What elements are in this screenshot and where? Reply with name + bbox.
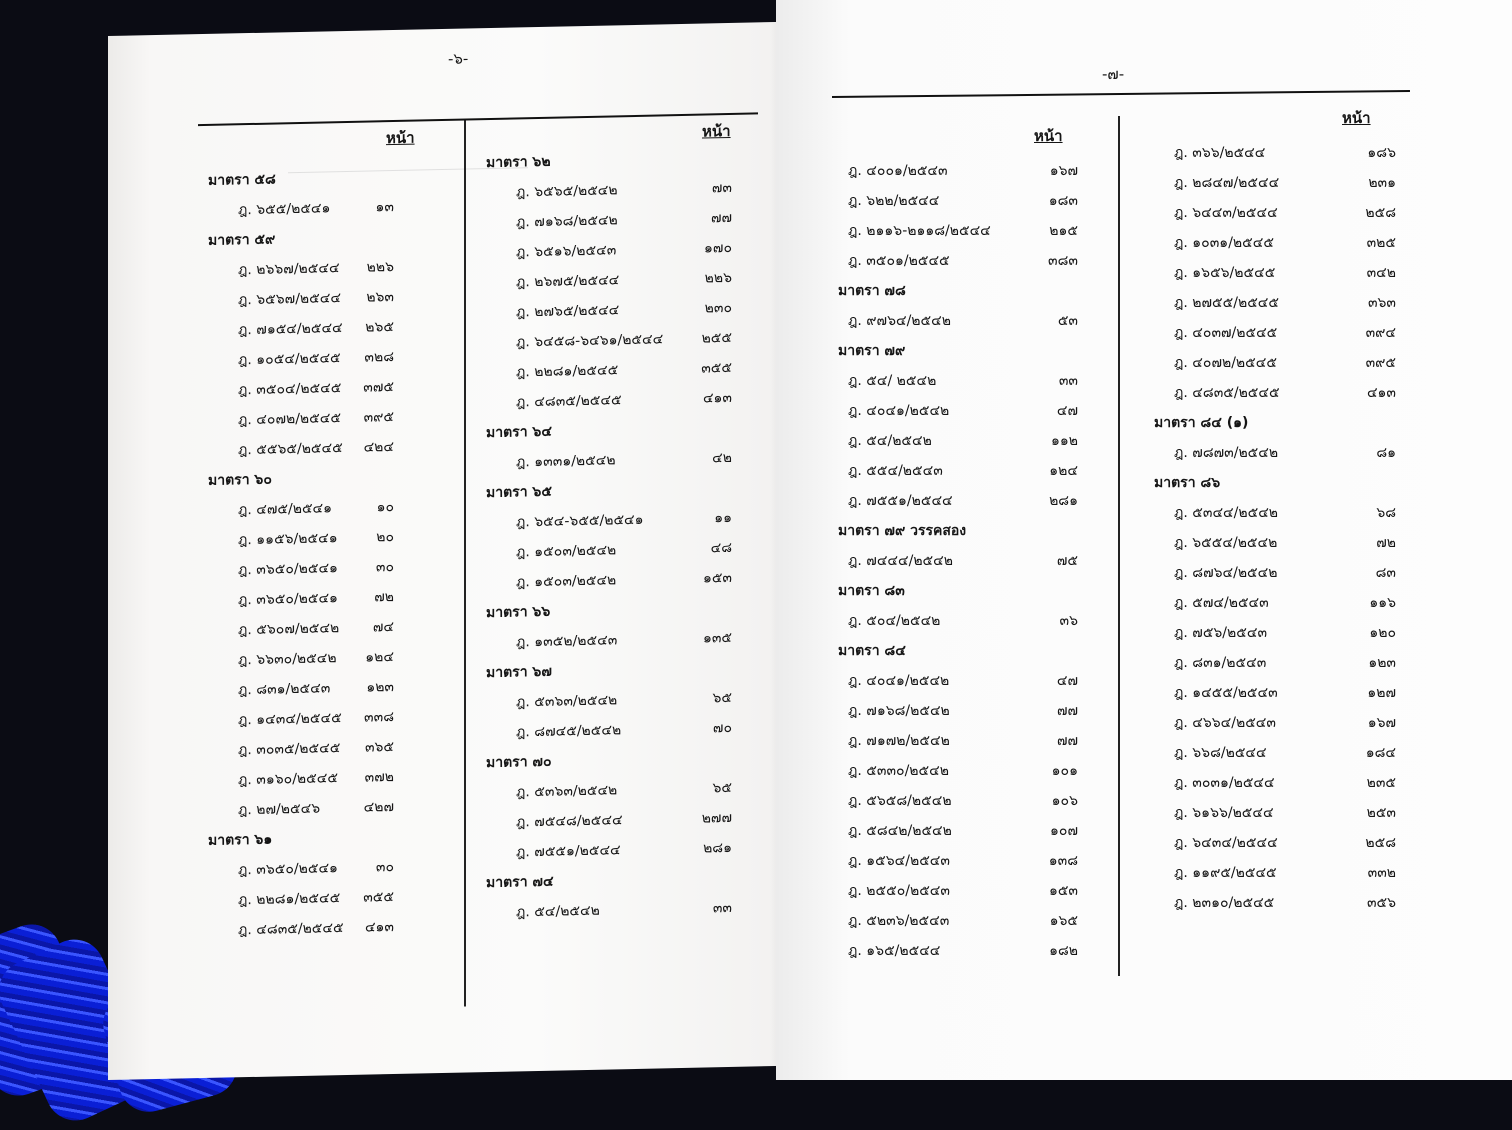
page-reference: ๔๘	[710, 539, 732, 557]
case-row	[208, 609, 434, 644]
section-label: มาตรา ๖๕	[486, 483, 552, 502]
case-row	[208, 639, 434, 674]
section-label: มาตรา ๘๖	[1154, 475, 1221, 491]
page-reference: ๑๑๖	[1369, 595, 1396, 611]
section-row	[208, 159, 434, 194]
page-reference: ๓๙๔	[1365, 325, 1396, 341]
section-label: มาตรา ๖๗	[486, 663, 552, 682]
case-row	[1154, 376, 1424, 406]
page-reference: ๒๘๑	[703, 839, 732, 857]
page-reference: ๑๘๓	[1048, 193, 1078, 209]
case-citation: ฎ. ๖๔๓๔/๒๕๔๔	[1174, 835, 1278, 851]
case-citation: ฎ. ๑๔๓๔/๒๕๔๕	[238, 710, 342, 729]
page-reference: ๓๕๕	[363, 889, 394, 906]
case-citation: ฎ. ๓๑๖๐/๒๕๔๕	[238, 770, 338, 789]
left-page	[108, 21, 820, 1080]
page-reference: ๔๗	[1056, 673, 1078, 689]
page-reference: ๗๗	[1056, 733, 1078, 749]
page-reference: ๑๒๐	[1369, 625, 1396, 641]
case-citation: ฎ. ๑๖๕/๒๕๔๔	[848, 943, 941, 959]
page-reference: ๓๔๒	[1366, 265, 1396, 281]
case-citation: ฎ. ๖๑๖๖/๒๕๔๔	[1174, 805, 1274, 821]
section-label: มาตรา ๖๖	[486, 603, 551, 622]
case-row	[1154, 526, 1424, 556]
case-citation: ฎ. ๙๗๖๔/๒๕๔๒	[848, 313, 951, 329]
case-row	[838, 454, 1108, 484]
case-citation: ฎ. ๑๖๕๖/๒๕๔๕	[1174, 265, 1276, 281]
case-citation: ฎ. ๕๗๔/๒๕๔๓	[1174, 595, 1269, 611]
case-row	[208, 189, 434, 224]
case-row	[838, 784, 1108, 814]
case-citation: ฎ. ๔๗๕/๒๕๔๑	[238, 500, 333, 519]
section-label: มาตรา ๗๘	[838, 283, 906, 299]
section-row	[1154, 406, 1424, 436]
section-row	[208, 219, 434, 254]
page-reference: ๒๕๘	[1365, 835, 1396, 851]
page-reference: ๗๔	[372, 619, 394, 636]
page-reference: ๑๑๒	[1050, 433, 1078, 449]
page-reference: ๗๓	[711, 179, 732, 197]
case-citation: ฎ. ๖๔๕๘-๖๔๖๑/๒๕๔๔	[516, 331, 664, 351]
case-citation: ฎ. ๑๕๐๓/๒๕๔๒	[516, 542, 617, 561]
page-reference: ๔๑๓	[1366, 385, 1396, 401]
page-reference: ๓๗๒	[364, 769, 394, 786]
page-reference: ๒๕๕	[701, 329, 732, 347]
case-citation: ฎ. ๔๐๓๗/๒๕๔๕	[1174, 325, 1278, 341]
right-top-rule	[832, 90, 1410, 98]
case-row	[1154, 346, 1424, 376]
case-row	[1154, 556, 1424, 586]
case-citation: ฎ. ๔๐๐๑/๒๕๔๓	[848, 163, 948, 179]
section-row	[838, 634, 1108, 664]
case-row	[208, 309, 434, 344]
case-row	[838, 664, 1108, 694]
case-row	[208, 789, 434, 824]
case-row	[838, 934, 1108, 964]
page-reference: ๓๓๘	[364, 709, 394, 726]
case-row	[208, 279, 434, 314]
page-reference: ๘๑	[1376, 445, 1396, 461]
case-citation: ฎ. ๓๕๐๔/๒๕๔๕	[238, 380, 342, 399]
case-citation: ฎ. ๖๔๔๓/๒๕๔๔	[1174, 205, 1278, 221]
case-citation: ฎ. ๒๗๕๕/๒๕๔๕	[1174, 295, 1279, 311]
case-citation: ฎ. ๗๕๕๑/๒๕๔๔	[848, 493, 953, 509]
case-row	[1154, 436, 1424, 466]
page-reference: ๒๓๑	[1368, 175, 1396, 191]
case-row	[1154, 706, 1424, 736]
case-row	[838, 304, 1108, 334]
case-citation: ฎ. ๕๒๓๖/๒๕๔๓	[848, 913, 950, 929]
case-citation: ฎ. ๕๓๖๓/๒๕๔๒	[516, 782, 618, 801]
page-reference: ๑๒๔	[1049, 463, 1078, 479]
page-reference: ๒๗๗	[701, 809, 732, 827]
case-row	[838, 694, 1108, 724]
page-reference: ๔๑๓	[364, 919, 394, 936]
case-citation: ฎ. ๔๐๗๒/๒๕๔๕	[1174, 355, 1277, 371]
page-reference: ๗๕	[1056, 553, 1078, 569]
section-row	[208, 819, 434, 854]
page-reference: ๑๑	[714, 509, 732, 527]
page-reference: ๓๒๕	[1366, 235, 1396, 251]
page-reference: ๒๒๖	[704, 269, 732, 287]
section-label: มาตรา ๖๑	[208, 831, 273, 849]
case-row	[838, 754, 1108, 784]
case-citation: ฎ. ๑๕๐๓/๒๕๔๒	[516, 572, 617, 591]
case-citation: ฎ. ๖๕๑๖/๒๕๔๓	[516, 242, 617, 261]
section-label: มาตรา ๘๓	[838, 583, 905, 599]
case-citation: ฎ. ๕๘๔๒/๒๕๔๒	[848, 823, 952, 839]
page-reference: ๓๕๕	[701, 359, 732, 377]
page-reference: ๒๕๓	[1366, 805, 1396, 821]
case-citation: ฎ. ๑๑๕๖/๒๕๔๑	[238, 530, 338, 549]
case-citation: ฎ. ๔๘๓๕/๒๕๔๕	[516, 392, 622, 411]
page-reference: ๑๘๖	[1367, 145, 1396, 161]
case-row	[1154, 586, 1424, 616]
page-reference: ๑๓	[375, 199, 394, 216]
case-citation: ฎ. ๗๑๖๘/๒๕๔๒	[516, 212, 618, 231]
case-citation: ฎ. ๓๖๕๐/๒๕๔๑	[238, 590, 338, 609]
case-row	[1154, 646, 1424, 676]
left-col2-list	[486, 140, 756, 926]
page-reference: ๑๖๕	[1049, 913, 1078, 929]
case-citation: ฎ. ๑๔๕๕/๒๕๔๓	[1174, 685, 1278, 701]
case-row	[838, 244, 1108, 274]
case-citation: ฎ. ๗๕๔๘/๒๕๔๔	[516, 812, 623, 831]
case-citation: ฎ. ๘๗๔๕/๒๕๔๒	[516, 722, 622, 741]
page-reference: ๑๘๒	[1049, 943, 1078, 959]
page-reference: ๓๓๒	[1367, 865, 1396, 881]
page-reference: ๑๕๓	[702, 569, 732, 587]
case-row	[208, 909, 434, 944]
case-citation: ฎ. ๕๔/๒๕๔๒	[848, 433, 932, 449]
page-reference: ๓๘๓	[1048, 253, 1078, 269]
page-reference: ๒๑๕	[1049, 223, 1078, 239]
left-page-number: -๖-	[448, 49, 469, 68]
section-label: มาตรา ๖๒	[486, 153, 551, 172]
page-reference: ๓๙๕	[363, 409, 394, 426]
case-citation: ฎ. ๔๐๔๑/๒๕๔๒	[848, 673, 950, 689]
case-citation: ฎ. ๗๕๖/๒๕๔๓	[1174, 625, 1268, 641]
case-citation: ฎ. ๘๓๑/๒๕๔๓	[238, 680, 331, 699]
page-reference: ๓๐	[375, 559, 394, 576]
page-reference: ๖๘	[1376, 505, 1396, 521]
case-row	[1154, 496, 1424, 526]
page-reference: ๑๐๖	[1051, 793, 1078, 809]
case-citation: ฎ. ๑๕๖๔/๒๕๔๓	[848, 853, 950, 869]
case-row	[1154, 736, 1424, 766]
page-reference: ๒๐	[376, 529, 394, 546]
case-citation: ฎ. ๕๔/ ๒๕๔๒	[848, 373, 937, 389]
page-reference: ๑๐	[376, 499, 394, 516]
page-reference: ๑๓๕	[702, 629, 732, 647]
page-reference: ๑๒๔	[365, 649, 394, 666]
section-label: มาตรา ๗๐	[486, 753, 552, 772]
case-citation: ฎ. ๒๖๗๕/๒๕๔๔	[516, 272, 620, 291]
case-row	[1154, 766, 1424, 796]
case-citation: ฎ. ๗๑๕๔/๒๕๔๔	[238, 320, 343, 339]
case-row	[838, 364, 1108, 394]
section-row	[208, 459, 434, 494]
right-col2-list	[1154, 136, 1424, 916]
page-reference: ๕๓	[1057, 313, 1078, 329]
left-col2-header: หน้า	[702, 121, 731, 141]
page-reference: ๔๒๔	[363, 439, 394, 456]
page-reference: ๔๒๗	[363, 799, 394, 816]
page-reference: ๑๓๘	[1048, 853, 1078, 869]
case-citation: ฎ. ๔๐๗๒/๒๕๔๕	[238, 410, 341, 429]
case-row	[838, 154, 1108, 184]
page-reference: ๖๕	[712, 689, 732, 707]
case-citation: ฎ. ๕๐๔/๒๕๔๒	[848, 613, 941, 629]
page-reference: ๓๖๓	[1367, 295, 1396, 311]
case-citation: ฎ. ๒๒๘๑/๒๕๔๕	[238, 890, 341, 909]
case-citation: ฎ. ๑๓๓๑/๒๕๔๒	[516, 452, 616, 471]
case-citation: ฎ. ๓๖๖/๒๕๔๔	[1174, 145, 1266, 161]
case-row	[838, 604, 1108, 634]
case-citation: ฎ. ๔๘๓๕/๒๕๔๕	[238, 920, 344, 939]
page-reference: ๑๕๓	[1048, 883, 1078, 899]
case-row	[1154, 316, 1424, 346]
case-row	[838, 544, 1108, 574]
page-reference: ๔๑๓	[702, 389, 732, 407]
section-label: มาตรา ๖๐	[208, 471, 272, 489]
case-citation: ฎ. ๖๕๔-๖๕๕/๒๕๔๑	[516, 511, 644, 531]
page-reference: ๒๕๘	[1365, 205, 1396, 221]
page-reference: ๗๒	[1376, 535, 1396, 551]
case-row	[838, 214, 1108, 244]
case-citation: ฎ. ๓๐๓๕/๒๕๔๕	[238, 740, 341, 759]
case-row	[838, 424, 1108, 454]
section-row	[838, 514, 1108, 544]
case-row	[1154, 676, 1424, 706]
case-row	[1154, 886, 1424, 916]
case-row	[1154, 166, 1424, 196]
case-citation: ฎ. ๒๑๑๖-๒๑๑๘/๒๕๔๔	[848, 223, 991, 239]
case-citation: ฎ. ๖๖๓๐/๒๕๔๒	[238, 650, 337, 669]
section-label: มาตรา ๗๙ วรรคสอง	[838, 523, 967, 539]
page-reference: ๑๐๗	[1050, 823, 1078, 839]
case-citation: ฎ. ๒๒๘๑/๒๕๔๕	[516, 362, 619, 381]
case-row	[1154, 256, 1424, 286]
page-reference: ๑๗๐	[704, 239, 732, 257]
case-row	[1154, 286, 1424, 316]
case-citation: ฎ. ๑๐๓๑/๒๕๔๕	[1174, 235, 1274, 251]
right-column-divider	[1118, 116, 1120, 976]
case-row	[208, 369, 434, 404]
case-row	[838, 484, 1108, 514]
page-reference: ๑๒๓	[366, 679, 394, 696]
left-col1-header: หน้า	[386, 128, 415, 148]
case-citation: ฎ. ๑๑๙๕/๒๕๔๕	[1174, 865, 1277, 881]
left-top-rule	[198, 112, 758, 126]
case-citation: ฎ. ๘๗๖๔/๒๕๔๒	[1174, 565, 1278, 581]
case-row	[838, 724, 1108, 754]
case-citation: ฎ. ๑๐๕๔/๒๕๔๕	[238, 350, 341, 369]
case-citation: ฎ. ๖๕๖๗/๒๕๔๔	[238, 290, 341, 309]
page-reference: ๗๒	[374, 589, 394, 606]
section-row	[1154, 466, 1424, 496]
page-reference: ๒๖๕	[365, 319, 394, 336]
page-reference: ๖๕	[712, 779, 732, 797]
section-label: มาตรา ๖๔	[486, 423, 552, 442]
right-col1-list	[838, 154, 1108, 964]
section-row	[838, 574, 1108, 604]
section-row	[838, 274, 1108, 304]
left-column-divider	[464, 121, 466, 1007]
case-citation: ฎ. ๕๕๖๕/๒๕๔๕	[238, 440, 343, 459]
page-reference: ๑๒๓	[1368, 655, 1396, 671]
section-label: มาตรา ๘๔	[838, 643, 906, 659]
case-citation: ฎ. ๕๖๐๗/๒๕๔๒	[238, 620, 340, 639]
page-reference: ๓๙๕	[1365, 355, 1396, 371]
page-reference: ๒๓๐	[704, 299, 732, 317]
page-reference: ๗๗	[710, 209, 732, 227]
case-citation: ฎ. ๒๘๔๗/๒๕๔๔	[1174, 175, 1280, 191]
case-row	[486, 890, 756, 926]
case-row	[208, 759, 434, 794]
page-reference: ๑๖๗	[1049, 163, 1078, 179]
case-row	[1154, 136, 1424, 166]
page-reference: ๓๖	[1059, 613, 1078, 629]
case-citation: ฎ. ๓๐๓๑/๒๕๔๔	[1174, 775, 1275, 791]
right-page-number: -๗-	[1102, 65, 1125, 83]
page-reference: ๑๘๔	[1365, 745, 1396, 761]
case-citation: ฎ. ๖๒๒/๒๕๔๔	[848, 193, 940, 209]
right-col1-header: หน้า	[1034, 127, 1063, 145]
case-row	[838, 904, 1108, 934]
page-reference: ๓๐	[375, 859, 394, 876]
page-reference: ๓๓	[1058, 373, 1078, 389]
case-citation: ฎ. ๗๑๗๒/๒๕๔๒	[848, 733, 950, 749]
case-citation: ฎ. ๑๓๕๒/๒๕๔๓	[516, 632, 618, 651]
case-citation: ฎ. ๓๖๕๐/๒๕๔๑	[238, 860, 338, 879]
page-reference: ๒๒๖	[366, 259, 394, 276]
case-citation: ฎ. ๔๖๖๔/๒๕๔๓	[1174, 715, 1276, 731]
case-citation: ฎ. ๖๕๕/๒๕๔๑	[238, 200, 331, 219]
section-label: มาตรา ๘๔ (๑)	[1154, 415, 1249, 431]
page-reference: ๗๗	[1056, 703, 1078, 719]
page-reference: ๑๐๑	[1051, 763, 1078, 779]
page-reference: ๗๐	[712, 719, 732, 737]
section-label: มาตรา ๗๔	[486, 873, 554, 892]
case-citation: ฎ. ๒๕๕๐/๒๕๔๓	[848, 883, 950, 899]
page-reference: ๒๘๑	[1049, 493, 1078, 509]
case-row	[208, 729, 434, 764]
case-row	[1154, 226, 1424, 256]
page-reference: ๘๓	[1375, 565, 1396, 581]
case-row	[208, 339, 434, 374]
case-citation: ฎ. ๗๑๖๘/๒๕๔๒	[848, 703, 950, 719]
case-citation: ฎ. ๓๖๕๐/๒๕๔๑	[238, 560, 338, 579]
page-reference: ๔๒	[712, 449, 732, 467]
case-citation: ฎ. ๗๕๕๑/๒๕๔๔	[516, 842, 621, 861]
case-row	[208, 669, 434, 704]
case-row	[208, 429, 434, 464]
case-row	[838, 874, 1108, 904]
case-row	[1154, 856, 1424, 886]
case-row	[838, 184, 1108, 214]
case-row	[208, 549, 434, 584]
page-reference: ๓๗๕	[363, 379, 394, 396]
case-row	[1154, 796, 1424, 826]
case-citation: ฎ. ๖๕๕๔/๒๕๔๒	[1174, 535, 1278, 551]
case-citation: ฎ. ๕๕๔/๒๕๔๓	[848, 463, 943, 479]
case-row	[838, 814, 1108, 844]
section-label: มาตรา ๕๘	[208, 171, 276, 189]
case-citation: ฎ. ๘๓๑/๒๕๔๓	[1174, 655, 1267, 671]
case-row	[208, 699, 434, 734]
case-citation: ฎ. ๕๔/๒๕๔๒	[516, 902, 600, 921]
case-citation: ฎ. ๒๓๑๐/๒๕๔๕	[1174, 895, 1275, 911]
case-row	[838, 844, 1108, 874]
case-row	[208, 249, 434, 284]
right-col2-header: หน้า	[1342, 109, 1371, 127]
section-row	[838, 334, 1108, 364]
right-page	[776, 0, 1512, 1080]
left-col1-list	[208, 159, 434, 944]
case-row	[1154, 826, 1424, 856]
case-row	[1154, 616, 1424, 646]
page-reference: ๓๓	[712, 899, 732, 917]
page-reference: ๔๗	[1056, 403, 1078, 419]
page-reference: ๓๖๕	[364, 739, 394, 756]
case-citation: ฎ. ๖๕๖๕/๒๕๔๒	[516, 182, 618, 201]
page-reference: ๑๖๗	[1367, 715, 1396, 731]
page-reference: ๓๒๘	[364, 349, 394, 366]
case-row	[208, 399, 434, 434]
case-row	[208, 519, 434, 554]
section-label: มาตรา ๕๙	[208, 231, 276, 249]
case-citation: ฎ. ๕๖๕๘/๒๕๔๒	[848, 793, 952, 809]
case-row	[208, 879, 434, 914]
case-row	[1154, 196, 1424, 226]
page-reference: ๒๖๓	[366, 289, 394, 306]
case-citation: ฎ. ๒๗/๒๕๔๖	[238, 800, 321, 819]
case-citation: ฎ. ๗๔๔๔/๒๕๔๒	[848, 553, 953, 569]
case-citation: ฎ. ๖๖๘/๒๕๔๔	[1174, 745, 1267, 761]
page-reference: ๑๒๗	[1367, 685, 1396, 701]
page-reference: ๓๕๖	[1366, 895, 1396, 911]
case-citation: ฎ. ๔๐๔๑/๒๕๔๒	[848, 403, 950, 419]
case-row	[208, 579, 434, 614]
case-citation: ฎ. ๕๓๓๐/๒๕๔๒	[848, 763, 949, 779]
case-citation: ฎ. ๕๓๖๓/๒๕๔๒	[516, 692, 618, 711]
case-citation: ฎ. ๓๕๐๑/๒๕๔๕	[848, 253, 950, 269]
section-label: มาตรา ๗๙	[838, 343, 906, 359]
case-row	[208, 489, 434, 524]
case-citation: ฎ. ๔๘๓๕/๒๕๔๕	[1174, 385, 1280, 401]
case-citation: ฎ. ๒๗๖๕/๒๕๔๔	[516, 302, 620, 321]
case-citation: ฎ. ๕๓๔๔/๒๕๔๒	[1174, 505, 1279, 521]
case-row	[208, 849, 434, 884]
case-citation: ฎ. ๗๘๗๓/๒๕๔๒	[1174, 445, 1279, 461]
case-citation: ฎ. ๒๖๖๗/๒๕๔๔	[238, 260, 340, 279]
page-reference: ๒๓๕	[1366, 775, 1396, 791]
case-row	[838, 394, 1108, 424]
